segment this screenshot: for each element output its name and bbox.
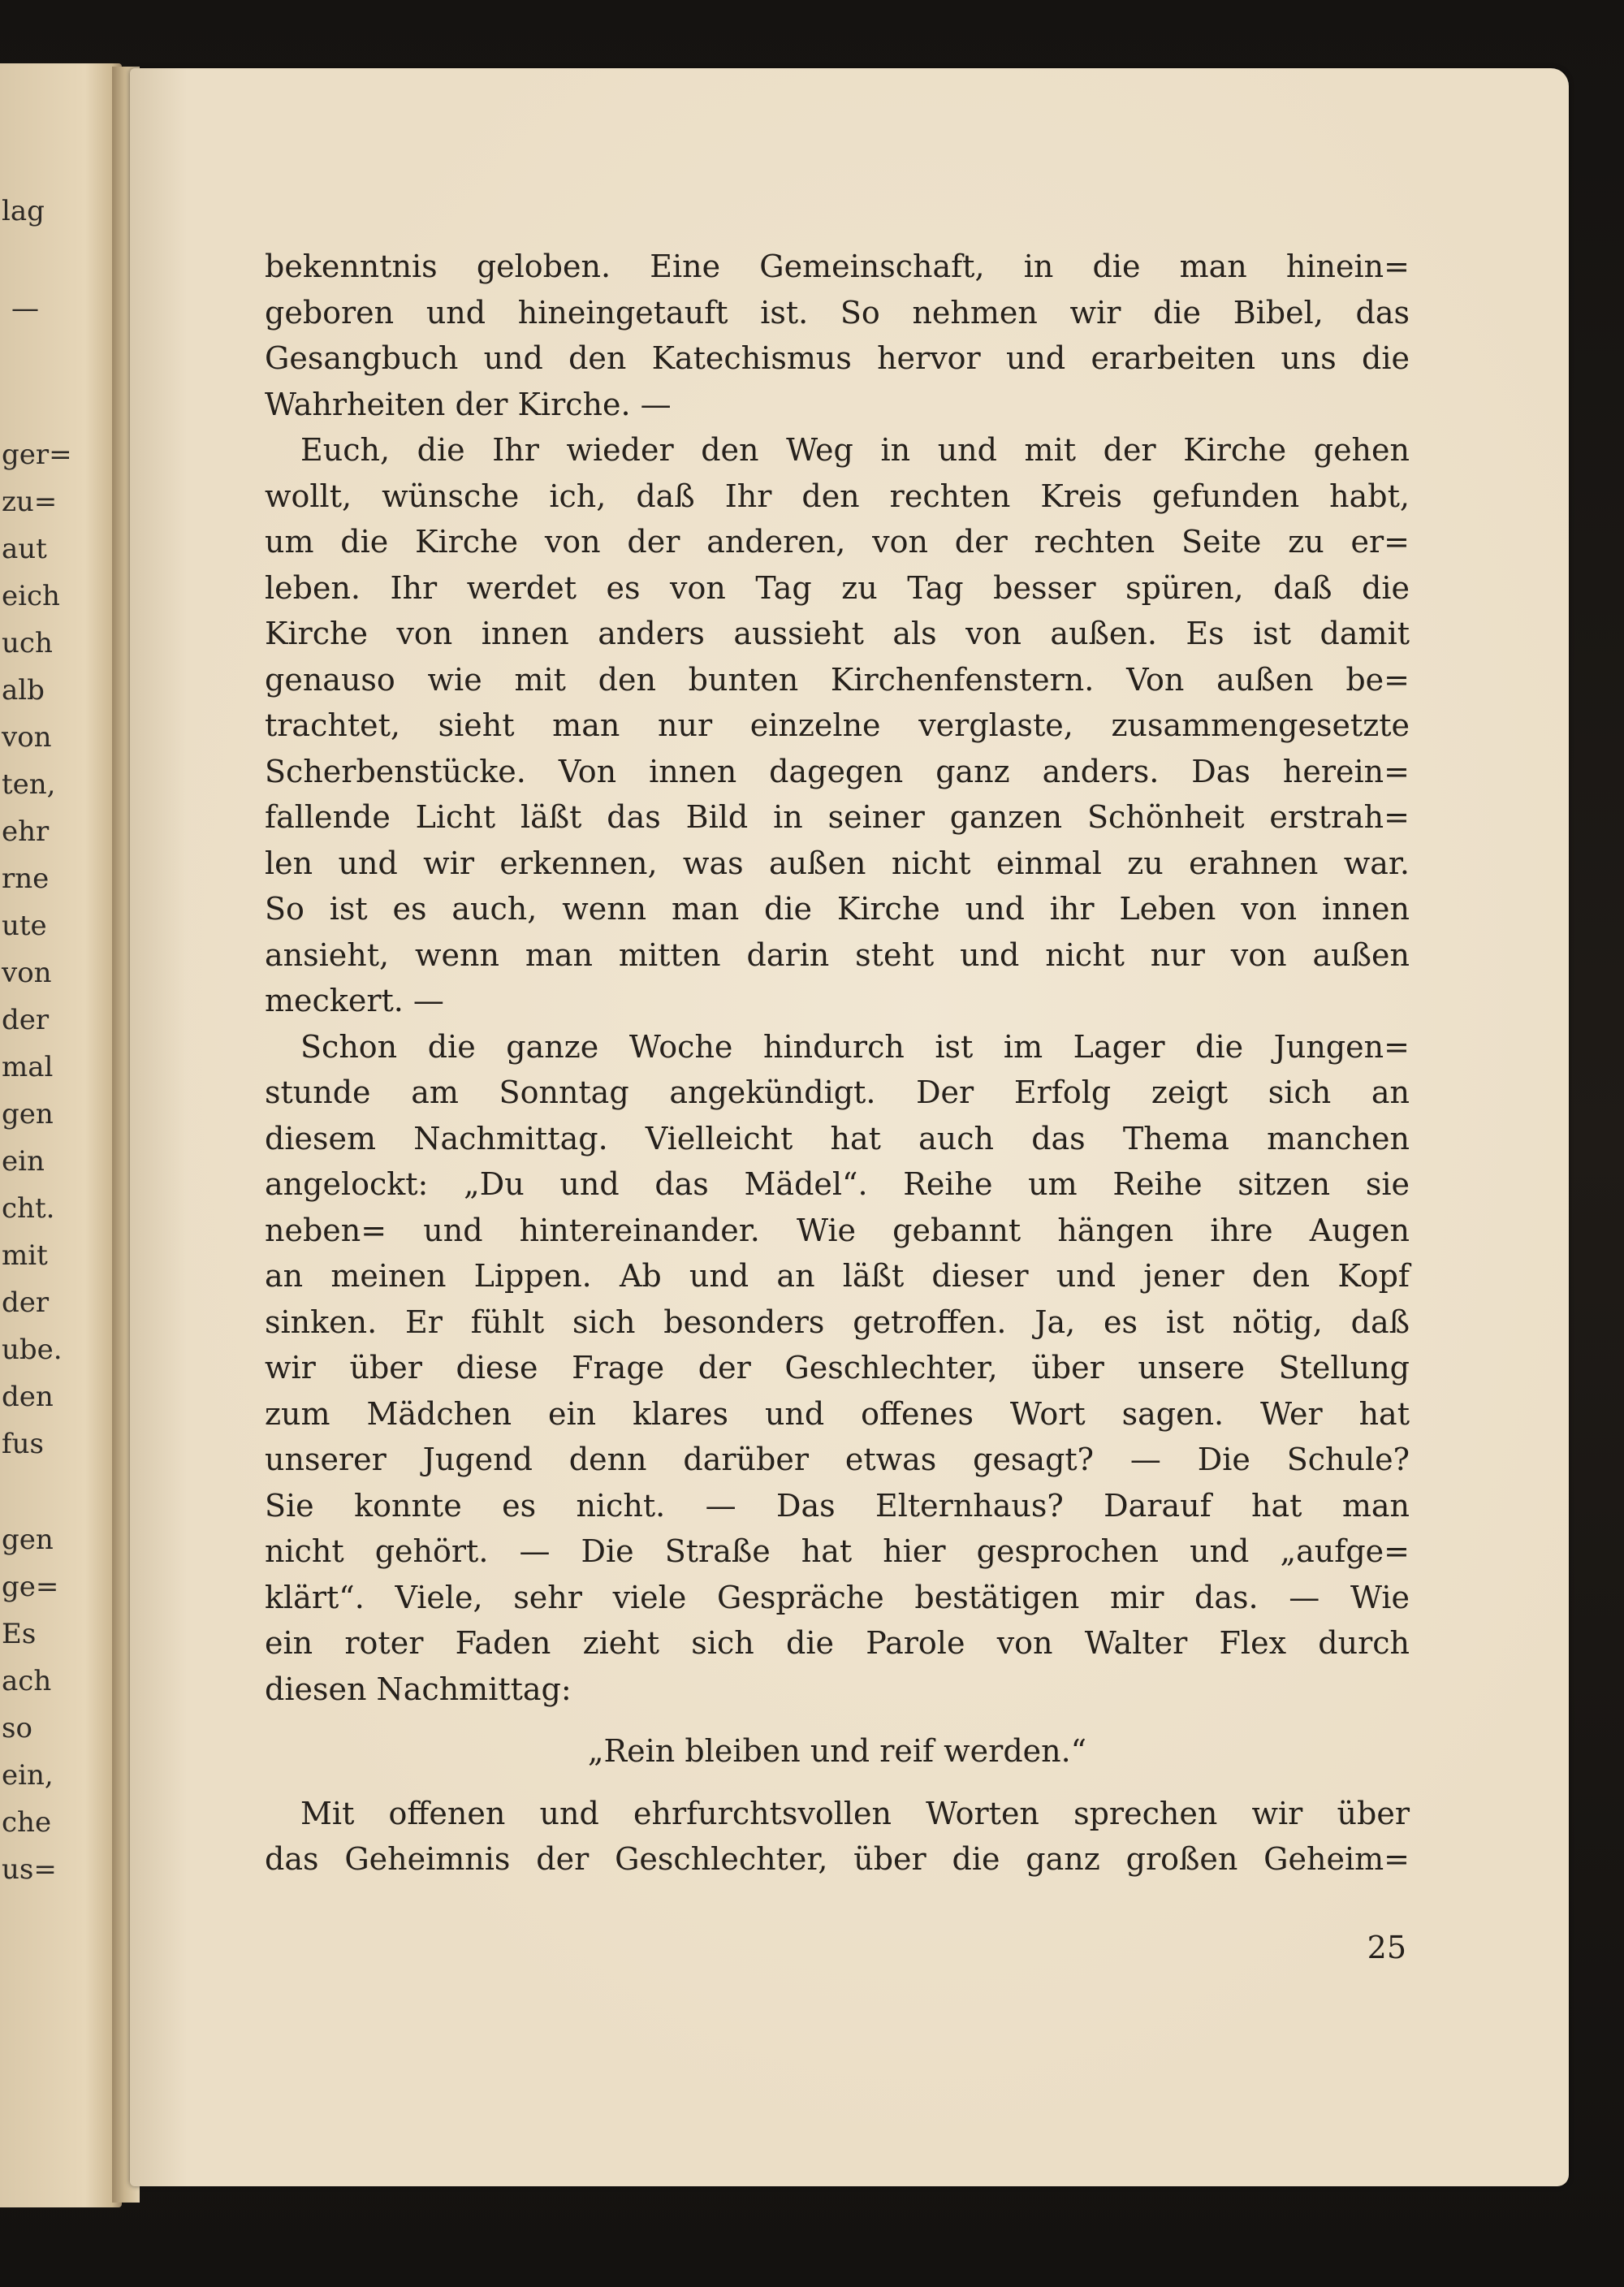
text-line: unserer Jugend denn darüber etwas gesagt? — Die Schule? [265, 1442, 1410, 1477]
text-line: Scherbenstücke. Von innen dagegen ganz anders. Das herein= [265, 753, 1410, 789]
page-text [265, 244, 1410, 1883]
text-line: wir über diese Frage der Geschlechter, über unsere Stellung [265, 1350, 1410, 1386]
page-number: 25 [1367, 1930, 1406, 1965]
previous-page-text-fragment: mal [2, 1051, 54, 1083]
previous-page-text-fragment: den [2, 1381, 54, 1413]
text-line: zum Mädchen ein klares und offenes Wort sagen. Wer hat [265, 1395, 1410, 1432]
previous-page-text-fragment: Es [2, 1618, 37, 1650]
previous-page-text-fragment: ten, [2, 768, 56, 801]
previous-page-text-fragment: lag [2, 195, 45, 227]
book-page [130, 68, 1569, 2186]
previous-page-text-fragment: zu= [2, 486, 58, 518]
text-line: an meinen Lippen. Ab und an läßt dieser und jener den Kopf [265, 1258, 1410, 1294]
text-line: diesen Nachmittag: [265, 1671, 572, 1707]
text-line: bekenntnis geloben. Eine Gemeinschaft, in die man hinein= [265, 249, 1410, 284]
text-line: So ist es auch, wenn man die Kirche und ihr Leben von innen [265, 891, 1410, 927]
text-line: ein roter Faden zieht sich die Parole von Walter Flex durch [265, 1625, 1410, 1661]
previous-page-edge [0, 63, 122, 2207]
previous-page-text-fragment: ein, [2, 1759, 54, 1792]
paragraph-start-line: Mit offenen und ehrfurchtsvollen Worten sprechen wir über [300, 1795, 1410, 1831]
text-line: Sie konnte es nicht. — Das Elternhaus? Darauf hat man [265, 1487, 1410, 1524]
text-line: fallende Licht läßt das Bild in seiner ganzen Schönheit erstrah= [265, 799, 1410, 835]
previous-page-text-fragment: rne [2, 862, 50, 895]
previous-page-text-fragment: ute [2, 910, 47, 942]
text-line: neben= und hintereinander. Wie gebannt hängen ihre Augen [265, 1212, 1410, 1248]
text-line: diesem Nachmittag. Vielleicht hat auch das Thema manchen [265, 1120, 1410, 1156]
previous-page-text-fragment: uch [2, 627, 53, 659]
text-line: trachtet, sieht man nur einzelne verglaste, zusammengesetzte [265, 707, 1410, 743]
previous-page-text-fragment: ge= [2, 1571, 59, 1603]
text-line: das Geheimnis der Geschlechter, über die ganz großen Geheim= [265, 1841, 1410, 1877]
previous-page-text-fragment: ach [2, 1665, 52, 1697]
previous-page-text-fragment: us= [2, 1853, 57, 1886]
text-line: sinken. Er fühlt sich besonders getroffen. Ja, es ist nötig, daß [265, 1303, 1410, 1340]
previous-page-text-fragment: che [2, 1806, 52, 1839]
previous-page-text-fragment: gen [2, 1098, 54, 1131]
text-line: nicht gehört. — Die Straße hat hier gesprochen und „aufge= [265, 1533, 1410, 1569]
text-line: genauso wie mit den bunten Kirchenfenstern. Von außen be= [265, 661, 1410, 698]
quote-line: „Rein bleiben und reif werden.“ [587, 1733, 1087, 1769]
paragraph-start-line: Schon die ganze Woche hindurch ist im Lager die Jungen= [300, 1028, 1410, 1065]
paragraph-start-line: Euch, die Ihr wieder den Weg in und mit der Kirche gehen [300, 432, 1410, 468]
previous-page-text-fragment: ehr [2, 815, 50, 848]
previous-page-text-fragment: cht. [2, 1192, 55, 1225]
text-line: geboren und hineingetauft ist. So nehmen wir die Bibel, das [265, 294, 1410, 331]
previous-page-text-fragment: alb [2, 674, 45, 707]
previous-page-text-fragment: von [2, 957, 52, 989]
text-line: Wahrheiten der Kirche. — [265, 386, 672, 422]
text-line: Kirche von innen anders aussieht als von außen. Es ist damit [265, 616, 1410, 651]
previous-page-text-fragment: ger= [2, 439, 72, 471]
text-line: Gesangbuch und den Katechismus hervor und erarbeiten uns die [265, 340, 1410, 376]
previous-page-text-fragment: so [2, 1712, 32, 1744]
previous-page-text-fragment: von [2, 721, 52, 754]
text-line: um die Kirche von der anderen, von der rechten Seite zu er= [265, 524, 1410, 560]
text-line: len und wir erkennen, was außen nicht einmal zu erahnen war. [265, 845, 1410, 881]
previous-page-text-fragment: aut [2, 533, 47, 565]
previous-page-text-fragment: fus [2, 1428, 44, 1460]
text-line: ansieht, wenn man mitten darin steht und nicht nur von außen [265, 936, 1410, 973]
text-line: stunde am Sonntag angekündigt. Der Erfolg zeigt sich an [265, 1074, 1410, 1110]
text-line: meckert. — [265, 983, 444, 1018]
text-line: wollt, wünsche ich, daß Ihr den rechten Kreis gefunden habt, [265, 478, 1410, 514]
previous-page-text-fragment: mit [2, 1239, 48, 1272]
previous-page-text-fragment: — [11, 292, 39, 325]
text-line: leben. Ihr werdet es von Tag zu Tag besser spüren, daß die [265, 569, 1410, 606]
previous-page-text-fragment: gen [2, 1524, 54, 1556]
text-line: klärt“. Viele, sehr viele Gespräche bestätigen mir das. — Wie [265, 1579, 1410, 1615]
previous-page-text-fragment: ube. [2, 1334, 63, 1366]
previous-page-text-fragment: der [2, 1004, 50, 1036]
previous-page-text-fragment: ein [2, 1145, 45, 1178]
previous-page-text-fragment: eich [2, 580, 60, 612]
text-line: angelockt: „Du und das Mädel“. Reihe um Reihe sitzen sie [265, 1166, 1410, 1202]
previous-page-text-fragment: der [2, 1286, 50, 1319]
